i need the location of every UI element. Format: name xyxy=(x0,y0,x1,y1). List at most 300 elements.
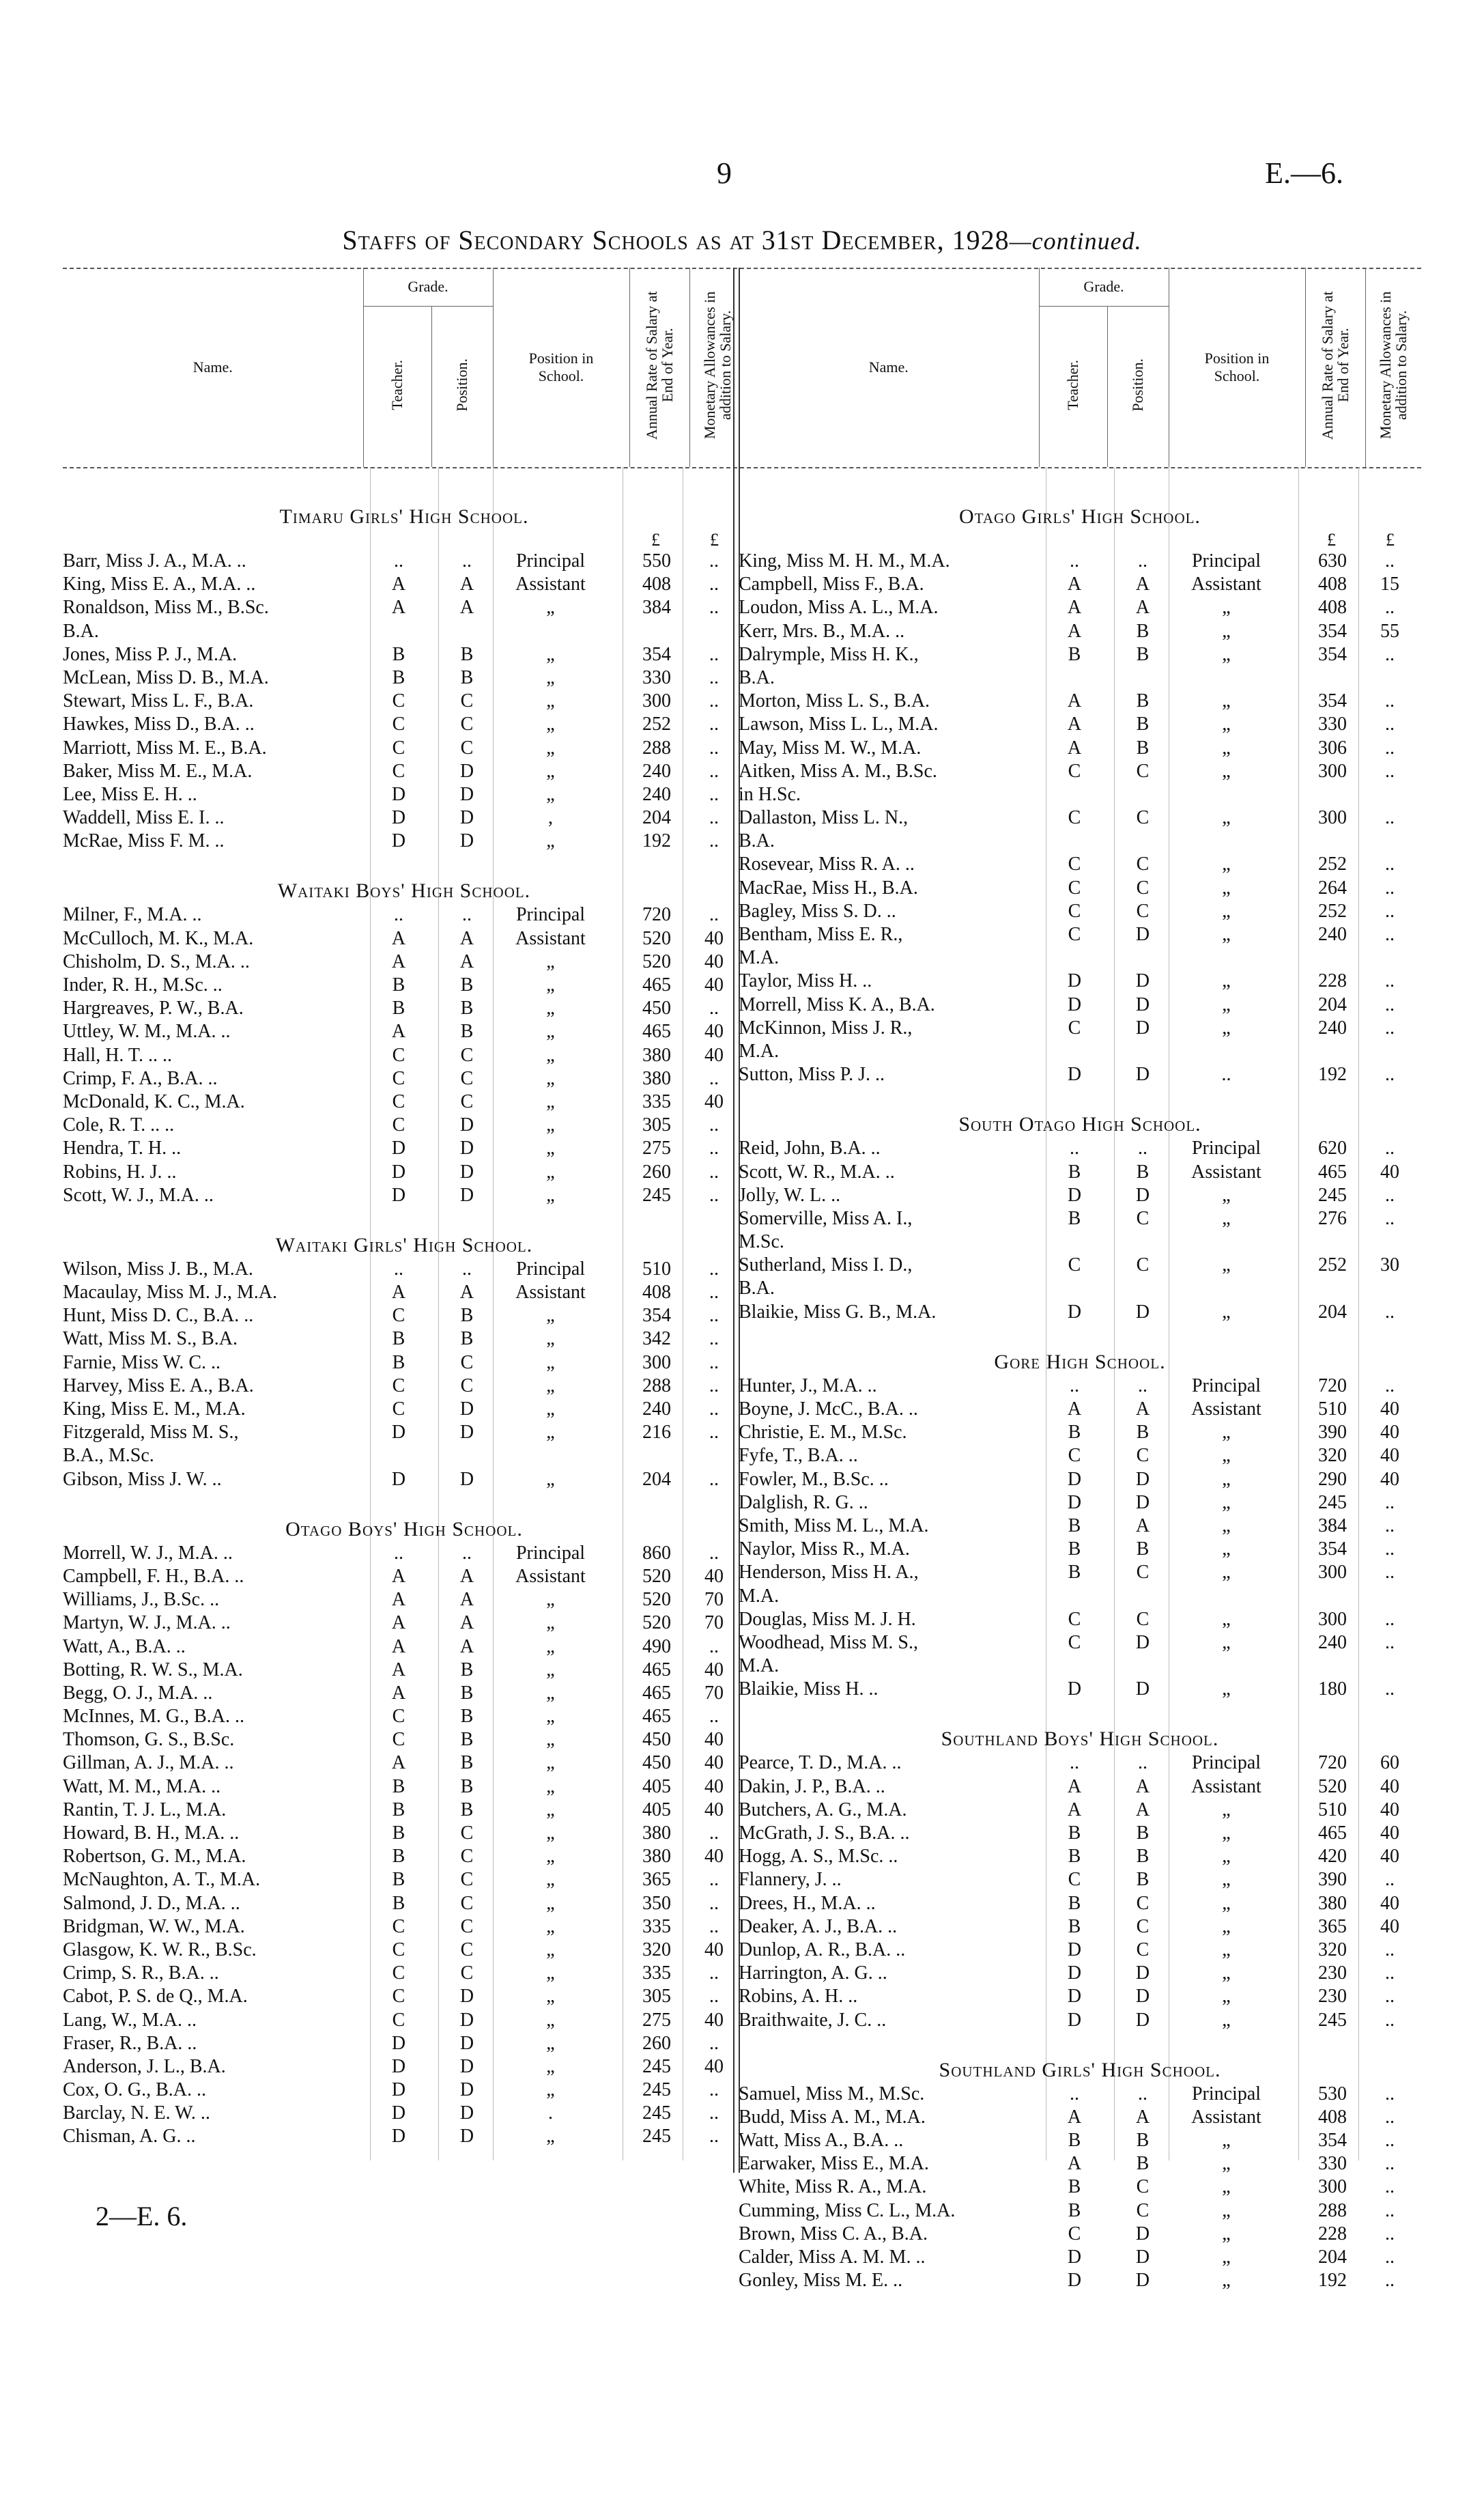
teacher-grade: C xyxy=(1068,1608,1081,1630)
position-in-school: „ xyxy=(546,690,555,712)
table-row xyxy=(63,1659,745,1682)
position-grade: .. xyxy=(1138,1752,1147,1774)
staff-name: Drees, H., M.A. .. xyxy=(739,1892,876,1914)
title-main: Staffs of Secondary Schools as at 31st December, 1928 xyxy=(342,225,1010,255)
staff-name: Macaulay, Miss M. J., M.A. xyxy=(63,1282,277,1304)
teacher-grade: A xyxy=(1067,737,1082,759)
position-in-school: Principal xyxy=(1191,1138,1261,1159)
teacher-grade: C xyxy=(392,1706,405,1728)
position-in-school: „ xyxy=(546,1986,555,2008)
table-row xyxy=(739,1962,1421,1986)
teacher-grade: A xyxy=(391,950,406,972)
position-grade: B xyxy=(1136,1822,1150,1844)
staff-name: Howard, B. H., M.A. .. xyxy=(63,1822,240,1844)
teacher-grade: A xyxy=(391,1282,406,1304)
position-grade: D xyxy=(459,807,474,829)
position-in-school: „ xyxy=(1222,2223,1231,2244)
position-in-school: „ xyxy=(546,1468,555,1490)
table-row xyxy=(739,550,1421,574)
annual-salary: 365 xyxy=(1318,1915,1347,1937)
teacher-grade: B xyxy=(1068,1207,1081,1229)
monetary-allowance: .. xyxy=(709,2032,719,2054)
monetary-allowance: 40 xyxy=(704,1044,724,1066)
table-row xyxy=(63,667,745,690)
teacher-grade: C xyxy=(392,1939,405,1960)
staff-name: McKinnon, Miss J. R., xyxy=(739,1017,913,1039)
annual-salary: 245 xyxy=(642,2102,671,2124)
header-teacher-text: Teacher. xyxy=(388,359,406,410)
monetary-allowance: .. xyxy=(1385,1608,1395,1630)
monetary-allowance: 40 xyxy=(1380,1892,1399,1914)
monetary-allowance: 40 xyxy=(704,1021,724,1043)
monetary-allowance: .. xyxy=(1385,1986,1395,2008)
staff-name: Hawkes, Miss D., B.A. .. xyxy=(63,714,255,735)
position-grade: D xyxy=(1135,1064,1150,1086)
table-row xyxy=(63,1682,745,1706)
position-grade: D xyxy=(459,1468,474,1490)
position-grade: D xyxy=(459,2102,474,2124)
table-row xyxy=(63,1636,745,1659)
teacher-grade: C xyxy=(1068,2223,1081,2244)
annual-salary: 204 xyxy=(642,807,671,829)
header-name: Name. xyxy=(192,358,233,376)
teacher-grade: A xyxy=(1067,1398,1082,1420)
annual-salary: 380 xyxy=(642,1067,671,1089)
table-row xyxy=(63,621,745,644)
table-row xyxy=(739,1469,1421,1492)
annual-salary: 300 xyxy=(1318,1562,1347,1583)
table-row xyxy=(739,2083,1421,2107)
position-in-school: „ xyxy=(1222,2153,1231,2175)
annual-salary: 305 xyxy=(642,1114,671,1136)
left-table xyxy=(63,268,745,2150)
table-row xyxy=(63,1114,745,1138)
teacher-grade: D xyxy=(391,807,406,829)
position-grade: C xyxy=(1136,1207,1150,1229)
table-row xyxy=(739,1586,1421,1609)
staff-name: B.A. xyxy=(739,1278,775,1299)
table-row xyxy=(63,2056,745,2079)
header-position xyxy=(1107,307,1169,468)
teacher-grade: A xyxy=(1067,1775,1082,1797)
position-in-school: „ xyxy=(1222,620,1231,642)
teacher-grade: D xyxy=(391,1138,406,1159)
position-grade: D xyxy=(1135,1301,1150,1323)
position-grade: C xyxy=(460,1846,474,1868)
annual-salary: 354 xyxy=(1318,1538,1347,1560)
staff-name: Barclay, N. E. W. .. xyxy=(63,2102,210,2124)
position-in-school: Principal xyxy=(515,904,586,926)
table-row xyxy=(739,1678,1421,1702)
position-grade: A xyxy=(459,1282,474,1304)
position-grade: C xyxy=(1136,1892,1150,1914)
teacher-grade: .. xyxy=(1070,550,1079,572)
position-grade: C xyxy=(1136,760,1150,782)
position-in-school: „ xyxy=(1222,597,1231,619)
monetary-allowance: 40 xyxy=(704,1659,724,1680)
teacher-grade: B xyxy=(392,1892,405,1914)
teacher-grade: A xyxy=(391,1565,406,1587)
school-heading: Timaru Girls' High School. xyxy=(279,505,529,528)
position-grade: .. xyxy=(462,1258,472,1280)
monetary-allowance: .. xyxy=(1385,1869,1395,1891)
annual-salary: 465 xyxy=(1318,1822,1347,1844)
position-grade: C xyxy=(1136,900,1150,922)
table-row xyxy=(63,1986,745,2009)
teacher-grade: A xyxy=(391,1682,406,1704)
monetary-allowance: 40 xyxy=(1380,1445,1399,1467)
annual-salary: 408 xyxy=(642,1282,671,1304)
annual-salary: 275 xyxy=(642,2009,671,2031)
staff-name: M.A. xyxy=(739,1040,780,1062)
position-in-school: „ xyxy=(546,1422,555,1443)
table-row xyxy=(739,1846,1421,1869)
table-row xyxy=(63,1869,745,1892)
monetary-allowance: .. xyxy=(709,1161,719,1183)
position-grade: B xyxy=(1136,1869,1150,1891)
position-grade: D xyxy=(1135,1184,1150,1206)
header-grade: Grade. xyxy=(363,268,493,307)
annual-salary: 330 xyxy=(1318,2153,1347,2175)
position-in-school: „ xyxy=(546,2126,555,2147)
staff-name: Martyn, W. J., M.A. .. xyxy=(63,1612,231,1634)
position-in-school: Assistant xyxy=(1191,1398,1261,1420)
teacher-grade: A xyxy=(1067,620,1082,642)
table-row xyxy=(739,1231,1421,1254)
staff-name: Rantin, T. J. L., M.A. xyxy=(63,1799,227,1820)
position-in-school: Assistant xyxy=(515,1282,586,1304)
header-teacher xyxy=(363,307,431,468)
position-in-school: „ xyxy=(1222,1562,1231,1583)
staff-name: McLean, Miss D. B., M.A. xyxy=(63,666,269,688)
monetary-allowance: .. xyxy=(1385,2083,1395,2104)
position-grade: C xyxy=(460,1375,474,1396)
staff-name: Hargreaves, P. W., B.A. xyxy=(63,998,244,1019)
monetary-allowance: .. xyxy=(1385,737,1395,759)
position-grade: B xyxy=(1136,643,1150,665)
position-in-school: „ xyxy=(1222,1986,1231,2008)
monetary-allowance: .. xyxy=(709,2102,719,2124)
staff-name: B.A., M.Sc. xyxy=(63,1445,154,1467)
teacher-grade: B xyxy=(1068,1822,1081,1844)
table-row xyxy=(739,1041,1421,1064)
annual-salary: 228 xyxy=(1318,2223,1347,2244)
position-in-school: „ xyxy=(546,1682,555,1704)
staff-name: Dalglish, R. G. .. xyxy=(739,1491,868,1513)
annual-salary: 275 xyxy=(642,1138,671,1159)
position-in-school: „ xyxy=(1222,1491,1231,1513)
annual-salary: 306 xyxy=(1318,737,1347,759)
annual-salary: 204 xyxy=(1318,1301,1347,1323)
teacher-grade: D xyxy=(1067,1962,1082,1984)
teacher-grade: B xyxy=(1068,2199,1081,2221)
table-row xyxy=(739,1515,1421,1538)
table-row xyxy=(63,1445,745,1468)
position-grade: D xyxy=(459,1138,474,1159)
monetary-allowance: 40 xyxy=(704,1775,724,1797)
teacher-grade: B xyxy=(392,666,405,688)
annual-salary: 305 xyxy=(642,1986,671,2008)
position-in-school: „ xyxy=(546,1067,555,1089)
position-grade: B xyxy=(1136,690,1150,712)
teacher-grade: B xyxy=(1068,1562,1081,1583)
position-grade: D xyxy=(459,2009,474,2031)
header-position-in-school xyxy=(493,268,629,467)
position-grade: B xyxy=(460,1659,474,1680)
annual-salary: 354 xyxy=(1318,643,1347,665)
header-salary-text: Annual Rate of Salary at End of Year. xyxy=(642,291,676,440)
annual-salary: 245 xyxy=(642,1184,671,1206)
annual-salary: 252 xyxy=(1318,854,1347,875)
position-grade: C xyxy=(460,1351,474,1373)
position-grade: D xyxy=(459,1398,474,1420)
teacher-grade: C xyxy=(392,690,405,712)
teacher-grade: A xyxy=(391,597,406,619)
annual-salary: 490 xyxy=(642,1635,671,1657)
annual-salary: 276 xyxy=(1318,1207,1347,1229)
teacher-grade: A xyxy=(391,1589,406,1611)
table-row xyxy=(63,928,745,951)
teacher-grade: .. xyxy=(1070,1752,1079,1774)
monetary-allowance: 40 xyxy=(704,1090,724,1112)
position-in-school: „ xyxy=(1222,970,1231,992)
position-grade: A xyxy=(459,927,474,949)
annual-salary: 330 xyxy=(1318,714,1347,735)
monetary-allowance: 40 xyxy=(1380,1422,1399,1443)
staff-name: Chisholm, D. S., M.A. .. xyxy=(63,950,250,972)
annual-salary: 450 xyxy=(642,998,671,1019)
position-in-school: Principal xyxy=(1191,550,1261,572)
position-in-school: „ xyxy=(546,737,555,759)
monetary-allowance: .. xyxy=(1385,877,1395,899)
staff-name: King, Miss E. A., M.A. .. xyxy=(63,574,256,595)
annual-salary: 245 xyxy=(1318,1491,1347,1513)
annual-salary: 450 xyxy=(642,1752,671,1774)
table-row xyxy=(739,644,1421,667)
header-allowance-text: Monetary Allowances in addition to Salary. xyxy=(701,291,734,440)
title-suffix: —continued. xyxy=(1009,227,1142,255)
position-grade: D xyxy=(1135,1962,1150,1984)
teacher-grade: D xyxy=(1067,2246,1082,2268)
position-grade: C xyxy=(460,690,474,712)
table-row xyxy=(739,1398,1421,1422)
monetary-allowance: .. xyxy=(1385,597,1395,619)
monetary-allowance: .. xyxy=(709,1305,719,1327)
monetary-allowance: 40 xyxy=(1380,1775,1399,1797)
staff-name: Begg, O. J., M.A. .. xyxy=(63,1682,213,1704)
position-grade: D xyxy=(1135,1986,1150,2008)
pound-sign-salary: £ xyxy=(651,530,660,550)
table-row xyxy=(63,1398,745,1422)
monetary-allowance: .. xyxy=(1385,994,1395,1015)
staff-name: Wilson, Miss J. B., M.A. xyxy=(63,1258,253,1280)
staff-name: Thomson, G. S., B.Sc. xyxy=(63,1729,235,1751)
table-row xyxy=(63,830,745,854)
header-salary-text: Annual Rate of Salary at End of Year. xyxy=(1318,291,1352,440)
annual-salary: 520 xyxy=(642,1589,671,1611)
monetary-allowance: .. xyxy=(1385,854,1395,875)
teacher-grade: .. xyxy=(394,904,403,926)
position-in-school: „ xyxy=(1222,877,1231,899)
teacher-grade: B xyxy=(392,1822,405,1844)
teacher-grade: .. xyxy=(1070,2083,1079,2104)
staff-name: Ronaldson, Miss M., B.Sc. xyxy=(63,597,269,619)
table-row xyxy=(739,1064,1421,1087)
annual-salary: 288 xyxy=(1318,2199,1347,2221)
position-grade: C xyxy=(1136,1445,1150,1467)
position-in-school: „ xyxy=(1222,900,1231,922)
table-row xyxy=(63,737,745,761)
table-row xyxy=(739,901,1421,924)
position-grade: D xyxy=(1135,2223,1150,2244)
staff-name: King, Miss M. H. M., M.A. xyxy=(739,550,950,572)
position-grade: B xyxy=(460,1752,474,1774)
position-grade: B xyxy=(1136,1161,1150,1183)
monetary-allowance: .. xyxy=(709,1542,719,1564)
teacher-grade: D xyxy=(1067,970,1082,992)
annual-salary: 245 xyxy=(642,2055,671,2077)
position-in-school: „ xyxy=(1222,690,1231,712)
monetary-allowance: .. xyxy=(709,1398,719,1420)
monetary-allowance: .. xyxy=(709,1915,719,1937)
table-row xyxy=(63,1021,745,1044)
monetary-allowance: .. xyxy=(1385,900,1395,922)
table-row xyxy=(63,1422,745,1445)
position-in-school: „ xyxy=(546,1589,555,1611)
monetary-allowance: 30 xyxy=(1380,1254,1399,1276)
position-in-school: „ xyxy=(1222,643,1231,665)
pound-sign-allowance: £ xyxy=(1386,530,1395,550)
monetary-allowance: .. xyxy=(1385,2009,1395,2031)
staff-name: Gillman, A. J., M.A. .. xyxy=(63,1752,234,1774)
staff-name: Gonley, Miss M. E. .. xyxy=(739,2270,903,2292)
teacher-grade: D xyxy=(1067,1064,1082,1086)
position-in-school: „ xyxy=(1222,714,1231,735)
position-grade: C xyxy=(1136,1562,1150,1583)
staff-name: Watt, Miss M. S., B.A. xyxy=(63,1328,238,1350)
position-in-school: „ xyxy=(546,1612,555,1634)
table-row xyxy=(63,1258,745,1282)
teacher-grade: C xyxy=(392,2009,405,2031)
table-row xyxy=(63,714,745,737)
monetary-allowance: 70 xyxy=(704,1589,724,1611)
teacher-grade: C xyxy=(392,760,405,782)
position-in-school: „ xyxy=(1222,854,1231,875)
staff-name: McNaughton, A. T., M.A. xyxy=(63,1869,261,1891)
teacher-grade: C xyxy=(392,1375,405,1396)
annual-salary: 465 xyxy=(642,1682,671,1704)
position-grade: B xyxy=(1136,620,1150,642)
teacher-grade: A xyxy=(1067,690,1082,712)
position-in-school: „ xyxy=(1222,737,1231,759)
table-row xyxy=(63,784,745,807)
position-grade: D xyxy=(1135,2246,1150,2268)
monetary-allowance: .. xyxy=(709,574,719,595)
table-row xyxy=(63,1375,745,1398)
teacher-grade: D xyxy=(1067,2009,1082,2031)
table-row xyxy=(739,2176,1421,2199)
table-row xyxy=(63,644,745,667)
teacher-grade: A xyxy=(391,574,406,595)
table-row xyxy=(63,1469,745,1492)
table-row xyxy=(63,1185,745,1208)
table-row xyxy=(739,1301,1421,1325)
table-row xyxy=(739,1939,1421,1962)
position-grade: B xyxy=(460,998,474,1019)
position-grade: A xyxy=(459,1612,474,1634)
monetary-allowance: .. xyxy=(1385,643,1395,665)
annual-salary: 408 xyxy=(642,574,671,595)
position-in-school: „ xyxy=(546,1915,555,1937)
header-position xyxy=(431,307,493,468)
staff-name: M.A. xyxy=(739,1585,780,1607)
monetary-allowance: 40 xyxy=(1380,1846,1399,1868)
monetary-allowance: .. xyxy=(709,1282,719,1304)
staff-name: Waddell, Miss E. I. .. xyxy=(63,807,225,829)
position-grade: D xyxy=(459,2055,474,2077)
position-in-school: „ xyxy=(546,974,555,996)
monetary-allowance: 40 xyxy=(704,950,724,972)
position-grade: .. xyxy=(1138,1138,1147,1159)
position-grade: B xyxy=(460,1775,474,1797)
table-row xyxy=(739,1492,1421,1515)
table-row xyxy=(63,1091,745,1114)
staff-name: Woodhead, Miss M. S., xyxy=(739,1631,918,1653)
table-row xyxy=(63,1328,745,1351)
table-row xyxy=(63,761,745,784)
table-row xyxy=(739,2130,1421,2153)
monetary-allowance: .. xyxy=(1385,1962,1395,1984)
monetary-allowance: .. xyxy=(1385,1017,1395,1039)
table-row xyxy=(739,597,1421,620)
teacher-grade: C xyxy=(1068,924,1081,945)
staff-name: Budd, Miss A. M., M.A. xyxy=(739,2106,926,2128)
monetary-allowance: .. xyxy=(709,1138,719,1159)
teacher-grade: A xyxy=(391,927,406,949)
monetary-allowance: .. xyxy=(1385,807,1395,829)
table-row xyxy=(63,2102,745,2126)
position-in-school: „ xyxy=(1222,1538,1231,1560)
teacher-grade: B xyxy=(1068,1538,1081,1560)
position-in-school: „ xyxy=(546,1351,555,1373)
monetary-allowance: 40 xyxy=(704,1729,724,1751)
monetary-allowance: .. xyxy=(1385,2246,1395,2268)
staff-name: Somerville, Miss A. I., xyxy=(739,1207,913,1229)
teacher-grade: .. xyxy=(1070,1138,1079,1159)
monetary-allowance: .. xyxy=(709,1067,719,1089)
staff-name: Brown, Miss C. A., B.A. xyxy=(739,2223,928,2244)
position-in-school: „ xyxy=(1222,1608,1231,1630)
staff-name: Scott, W. J., M.A. .. xyxy=(63,1184,214,1206)
position-grade: D xyxy=(1135,970,1150,992)
position-grade: B xyxy=(1136,1422,1150,1443)
table-row xyxy=(63,2033,745,2056)
monetary-allowance: .. xyxy=(709,1822,719,1844)
staff-name: Watt, M. M., M.A. .. xyxy=(63,1775,221,1797)
position-in-school: „ xyxy=(1222,1846,1231,1868)
position-in-school: „ xyxy=(546,1799,555,1820)
monetary-allowance: .. xyxy=(1385,1491,1395,1513)
position-in-school: „ xyxy=(1222,994,1231,1015)
monetary-allowance: .. xyxy=(709,1706,719,1728)
teacher-grade: C xyxy=(392,1962,405,1984)
staff-name: Fitzgerald, Miss M. S., xyxy=(63,1422,239,1443)
monetary-allowance: .. xyxy=(709,783,719,805)
position-in-school: „ xyxy=(1222,2270,1231,2292)
staff-name: Dunlop, A. R., B.A. .. xyxy=(739,1939,906,1960)
position-in-school: Principal xyxy=(1191,1752,1261,1774)
annual-salary: 510 xyxy=(642,1258,671,1280)
